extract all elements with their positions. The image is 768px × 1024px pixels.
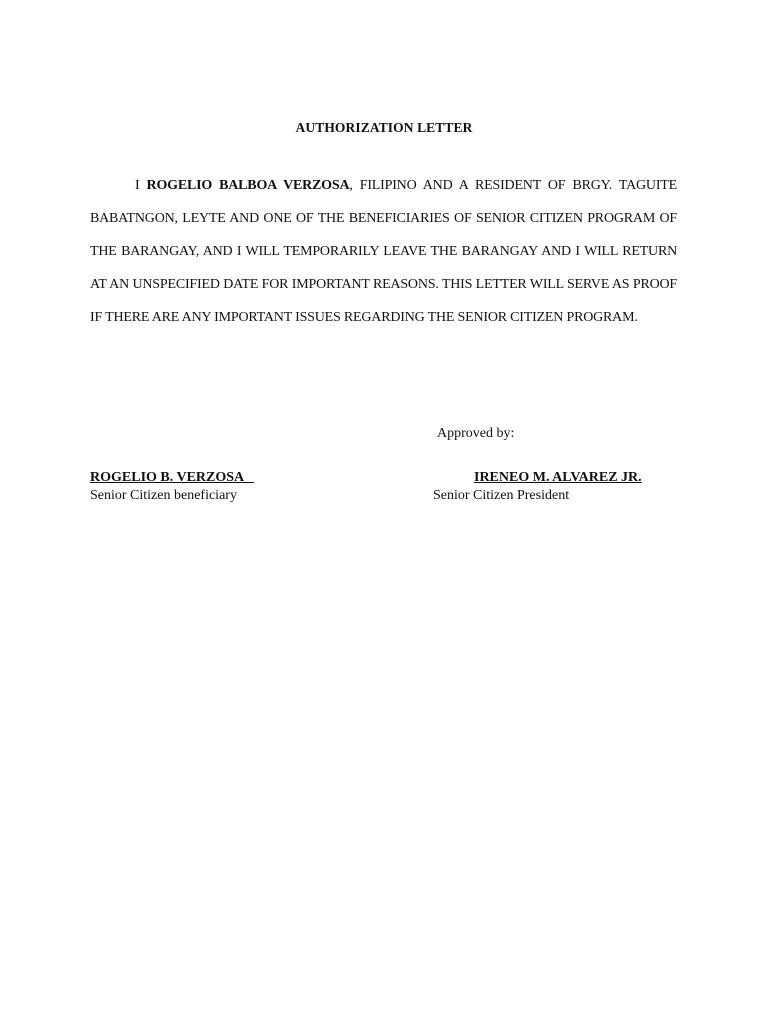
- approved-by-label: Approved by:: [437, 426, 515, 441]
- beneficiary-signature-name: ROGELIO B. VERZOSA: [90, 470, 254, 485]
- letter-title: AUTHORIZATION LETTER: [295, 120, 473, 135]
- letter-body: [90, 169, 677, 334]
- body-lead: I: [135, 178, 147, 193]
- beneficiary-signature-role: Senior Citizen beneficiary: [90, 488, 237, 503]
- body-text: , FILIPINO AND A RESIDENT OF BRGY. TAGUITE BABATNGON, LEYTE AND ONE OF THE BENEFICIARIES OF SENIOR CITIZEN PROGRAM OF THE BARANGAY, AND I WILL TEMPORARILY LEAVE THE BARANGAY AND I WILL RETURN AT AN UNSPECIFIED DATE FOR IMPORTANT REASONS. THIS LETTER WILL SERVE AS PROOF IF THERE ARE ANY IMPORTANT ISSUES REGARDING THE SENIOR CITIZEN PROGRAM.: [90, 178, 677, 325]
- president-signature-role: Senior Citizen President: [433, 488, 570, 503]
- body-name: ROGELIO BALBOA VERZOSA: [146, 178, 350, 193]
- president-signature-name: IRENEO M. ALVAREZ JR.: [474, 470, 642, 485]
